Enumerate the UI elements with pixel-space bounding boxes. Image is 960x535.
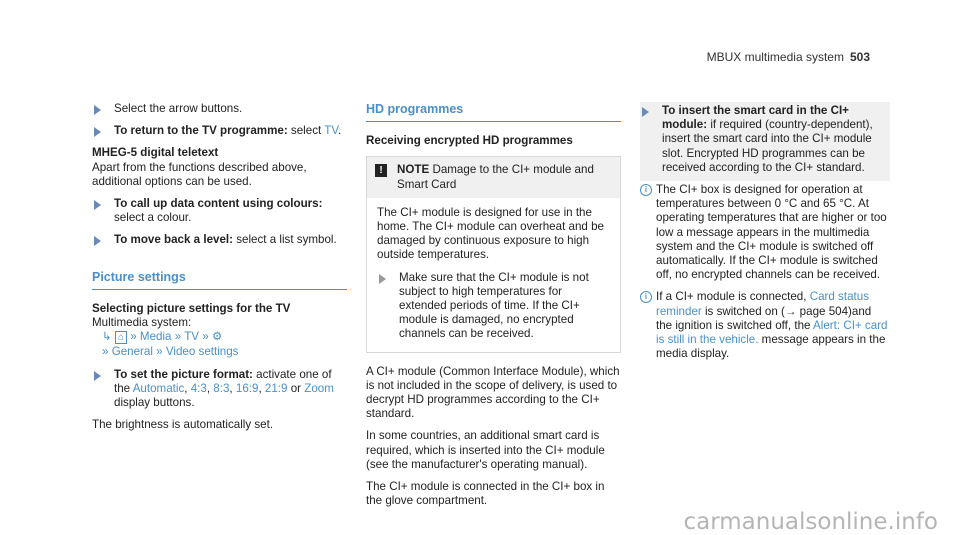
info-text: message appears in the media display. xyxy=(656,333,886,361)
column-middle xyxy=(366,102,621,516)
bullet-arrow-icon xyxy=(94,200,101,210)
info-icon: i xyxy=(640,184,652,196)
option-automatic[interactable]: Automatic xyxy=(132,381,185,395)
bullet-bold: To insert the smart card in the CI+ module: xyxy=(662,104,849,132)
note-text: The CI+ module is designed for use in the home. The CI+ module can overheat and be damaged by continuous exposure to high outside temperatures. xyxy=(377,205,604,262)
bullet-text: if required (country-dependent), insert the smart card into the CI+ module slot. Encrypted HD programmes can be received according to the CI+ standard. xyxy=(662,118,873,174)
nav-video-settings[interactable]: Video settings xyxy=(165,345,239,359)
exclamation-icon: ! xyxy=(375,164,387,177)
receiving-title: Receiving encrypted HD programmes xyxy=(366,134,573,148)
brightness-text: The brightness is automatically set. xyxy=(92,418,274,432)
option-4-3[interactable]: 4:3 xyxy=(190,381,207,395)
selecting-title: Selecting picture settings for the TV xyxy=(92,301,291,315)
chevron-right-icon: » xyxy=(174,330,182,344)
mheg-title: MHEG-5 digital teletext xyxy=(92,146,219,160)
bullet-arrow-icon xyxy=(94,236,101,246)
home-icon[interactable]: ⌂ xyxy=(115,331,127,344)
bullet-text: select xyxy=(287,124,325,138)
or-text: or xyxy=(287,381,305,395)
info-ci-connected xyxy=(640,290,890,361)
watermark: carmanualsonline.info xyxy=(683,508,938,535)
note-bullet xyxy=(377,271,610,342)
bullet-end: display buttons. xyxy=(114,396,195,410)
bullet-bold: To move back a level: xyxy=(114,233,233,247)
multimedia-system-label: Multimedia system: xyxy=(92,316,192,330)
hd-programmes-title: HD programmes xyxy=(366,102,621,122)
tv-link[interactable]: TV xyxy=(324,124,338,138)
bullet-bold: To set the picture format: xyxy=(114,367,253,381)
smart-card-para: In some countries, an additional smart card is required, which is inserted into the CI+ module (see the manufacturer's operating manual). xyxy=(366,429,605,471)
nav-path xyxy=(92,330,347,345)
bullet-bold: To return to the TV programme: xyxy=(114,124,288,138)
note-label: NOTE xyxy=(397,163,430,177)
alert-ci-card-link[interactable]: Alert: CI+ card is still in the vehicle. xyxy=(656,318,888,347)
bullet-text: select a colour. xyxy=(114,211,192,225)
option-21-9[interactable]: 21:9 xyxy=(264,381,288,395)
ci-box-para: The CI+ module is connected in the CI+ box in the glove compartment. xyxy=(366,480,605,508)
nav-media[interactable]: Media xyxy=(139,330,172,344)
option-8-3[interactable]: 8:3 xyxy=(213,381,230,395)
bullet-arrow-icon xyxy=(94,371,101,381)
column-right xyxy=(640,102,890,369)
option-16-9[interactable]: 16:9 xyxy=(235,381,259,395)
bullet-select-arrows xyxy=(92,102,347,116)
info-text: is switched on (→ page 504)and the ignition is switched off, the xyxy=(656,304,872,332)
bullet-arrow-icon xyxy=(94,105,101,115)
column-left xyxy=(92,102,347,432)
nav-path-2 xyxy=(92,345,347,359)
chevron-right-icon: » xyxy=(102,345,109,359)
chevron-right-icon: » xyxy=(202,330,209,344)
nav-tv[interactable]: TV xyxy=(184,330,200,344)
bullet-return-tv xyxy=(92,124,347,138)
page-header xyxy=(707,50,870,64)
ci-module-para: A CI+ module (Common Interface Module), which is not included in the scope of delivery, is used to decrypt HD programmes according to the CI+ standard. xyxy=(366,364,620,421)
note-box xyxy=(366,156,621,352)
info-icon: i xyxy=(640,291,652,303)
mheg-text: Apart from the functions described above, additional options can be used. xyxy=(92,160,307,188)
header-title: MBUX multimedia system xyxy=(706,50,844,64)
card-status-reminder-link[interactable]: Card status reminder xyxy=(656,290,869,318)
bullet-text: select a list symbol. xyxy=(233,233,337,247)
option-zoom[interactable]: Zoom xyxy=(304,381,334,395)
info-ci-box xyxy=(640,183,890,282)
enter-arrow-icon: ↳ xyxy=(102,330,112,344)
info-text: If a CI+ module is connected, xyxy=(656,290,810,304)
bullet-move-back xyxy=(92,233,347,247)
bullet-picture-format: To set the picture format: activate one of the Automatic, 4:3, 8:3, 16:9, 21:9 or Zoom display buttons. xyxy=(92,368,347,411)
bullet-arrow-icon xyxy=(642,107,649,117)
nav-general[interactable]: General xyxy=(111,345,153,359)
picture-settings-title: Picture settings xyxy=(92,270,347,290)
note-heading: Damage to the CI+ module and Smart Card xyxy=(397,163,594,191)
chevron-right-icon: » xyxy=(156,345,163,359)
bullet-arrow-icon xyxy=(94,127,101,137)
bullet-text: Make sure that the CI+ module is not subject to high temperatures for extended periods of time. If the CI+ module is damaged, no encrypted channels can be received. xyxy=(399,270,589,341)
bullet-text: activate one of the xyxy=(114,367,332,395)
settings-gear-icon[interactable]: ⚙ xyxy=(211,330,223,344)
bullet-text: Select the arrow buttons. xyxy=(114,102,243,115)
bullet-arrow-icon xyxy=(379,274,386,284)
bullet-insert-card xyxy=(640,102,890,175)
note-header xyxy=(367,157,620,197)
bullet-end: . xyxy=(338,124,342,138)
note-body xyxy=(367,198,620,352)
bullet-bold: To call up data content using colours: xyxy=(114,197,323,211)
page-number: 503 xyxy=(849,50,870,64)
chevron-right-icon: » xyxy=(130,330,137,344)
bullet-colours xyxy=(92,197,347,225)
info-text: The CI+ box is designed for operation at temperatures between 0 °C and 65 °C. At operating temperatures that are higher or too low a message appears in the multimedia system and the CI+ module is switched off automatically. If the CI+ module is switched off, no encrypted channels can be received. xyxy=(656,183,887,282)
